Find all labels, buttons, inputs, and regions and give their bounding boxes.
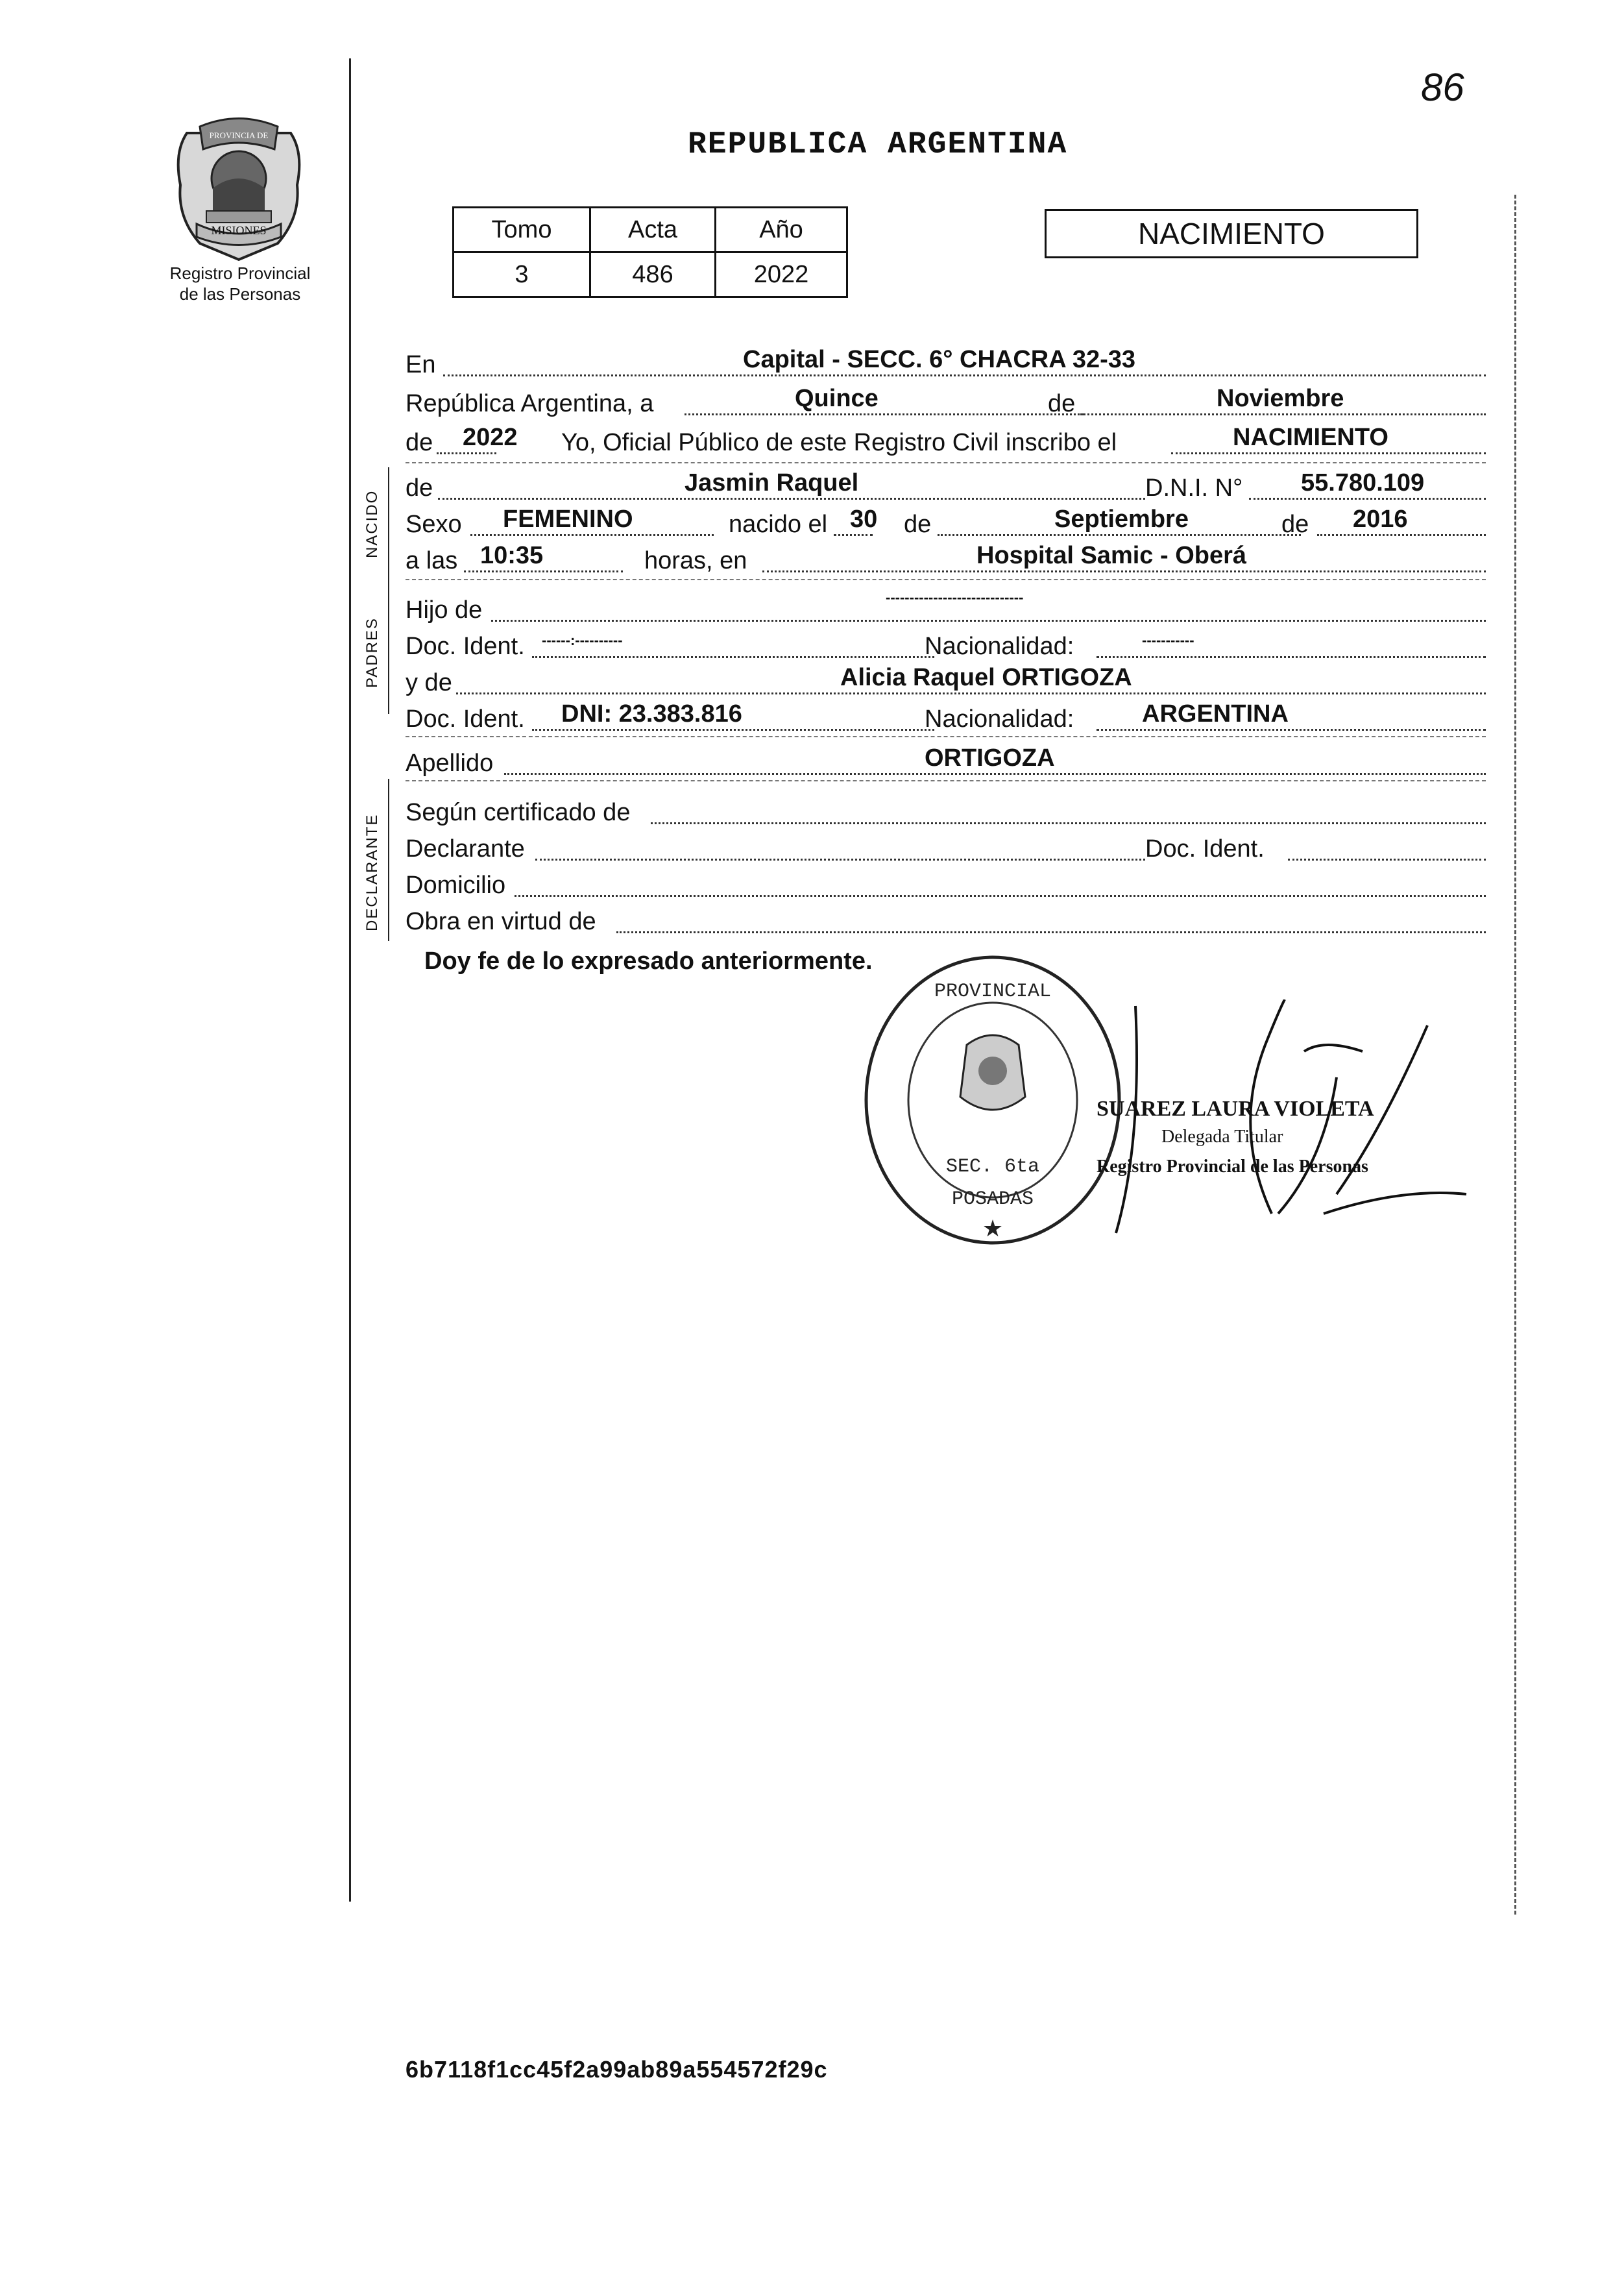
inscribo-text: Yo, Oficial Público de este Registro Civil inscribo el — [561, 429, 1117, 456]
de-label: de — [1048, 390, 1076, 417]
ref-value-ano: 2022 — [716, 252, 847, 297]
logo-caption — [136, 263, 344, 304]
father-nat-label: Nacionalidad: — [925, 633, 1074, 660]
father-doc: ------:---------- — [542, 632, 623, 648]
signer-org: Registro Provincial de las Personas — [1097, 1157, 1368, 1177]
row-mother-doc — [406, 700, 1486, 733]
document-title: REPUBLICA ARGENTINA — [688, 127, 1068, 162]
logo-caption-line-1: Registro Provincial — [169, 263, 311, 283]
divider-1 — [406, 462, 1486, 463]
a-las-label: a las — [406, 547, 458, 574]
row-mother-name — [406, 663, 1486, 697]
section-label-padres: PADRES — [363, 617, 381, 688]
birth-month-de-label: de — [904, 511, 932, 538]
mother-doc: DNI: 23.383.816 — [561, 700, 742, 728]
ref-header-ano: Año — [716, 208, 847, 252]
svg-text:MISIONES: MISIONES — [211, 224, 267, 237]
segun-label: Según certificado de — [406, 799, 631, 826]
name-de-label: de — [406, 474, 433, 502]
row-declarante — [406, 829, 1486, 863]
dni-value: 55.780.109 — [1301, 469, 1425, 496]
page-number: 86 — [1421, 66, 1464, 109]
dni-label: D.N.I. N° — [1145, 474, 1243, 502]
ref-header-tomo: Tomo — [454, 208, 590, 252]
mother-name: Alicia Raquel ORTIGOZA — [840, 664, 1132, 691]
mother-doc-label: Doc. Ident. — [406, 705, 525, 733]
document-hash: 6b7118f1cc45f2a99ab89a554572f29c — [406, 2056, 828, 2083]
birth-month: Septiembre — [1054, 506, 1189, 533]
hijo-label: Hijo de — [406, 596, 483, 624]
en-value: Capital - SECC. 6° CHACRA 32-33 — [743, 346, 1136, 373]
row-obra — [406, 902, 1486, 936]
decl-doc-label: Doc. Ident. — [1145, 835, 1265, 863]
birth-place: Hospital Samic - Oberá — [976, 542, 1247, 569]
reference-table-header — [454, 208, 847, 252]
en-label: En — [406, 351, 436, 378]
section-label-nacido: NACIDO — [363, 489, 381, 558]
section-label-declarante: DECLARANTE — [363, 813, 381, 931]
mother-nat-label: Nacionalidad: — [925, 705, 1074, 733]
father-nat: ----------- — [1142, 632, 1194, 648]
province-seal-icon — [161, 114, 317, 263]
birth-year: 2016 — [1353, 506, 1408, 533]
father-doc-label: Doc. Ident. — [406, 633, 525, 660]
republica-label: República Argentina, a — [406, 390, 654, 417]
reference-table-values — [454, 252, 847, 297]
birth-year-de-label: de — [1281, 511, 1309, 538]
row-segun — [406, 793, 1486, 827]
declarante-label: Declarante — [406, 835, 525, 863]
ref-value-acta: 486 — [590, 252, 716, 297]
svg-text:SEC. 6ta: SEC. 6ta — [945, 1156, 1040, 1178]
birth-time: 10:35 — [480, 542, 544, 569]
horas-label: horas, en — [644, 547, 747, 574]
svg-text:PROVINCIAL: PROVINCIAL — [934, 981, 1052, 1003]
section-bracket-padres — [388, 584, 389, 714]
mother-nat: ARGENTINA — [1142, 700, 1289, 728]
row-father-doc — [406, 627, 1486, 661]
divider-4 — [406, 780, 1486, 781]
svg-text:PROVINCIA DE: PROVINCIA DE — [209, 130, 269, 140]
row-sexo — [406, 505, 1486, 539]
year-value: 2022 — [463, 424, 518, 451]
signer-role: Delegada Titular — [1161, 1127, 1283, 1147]
row-en — [406, 345, 1486, 379]
y-de-label: y de — [406, 669, 452, 696]
reference-table — [452, 206, 848, 298]
name-value: Jasmin Raquel — [685, 469, 859, 496]
nacido-el-label: nacido el — [729, 511, 828, 538]
domicilio-label: Domicilio — [406, 872, 506, 899]
day-value: Quince — [795, 385, 879, 412]
closing-statement: Doy fe de lo expresado anteriormente. — [424, 948, 873, 975]
sexo-value: FEMENINO — [503, 506, 633, 533]
apellido-value: ORTIGOZA — [925, 744, 1055, 772]
svg-text:POSADAS: POSADAS — [951, 1188, 1034, 1210]
row-time — [406, 541, 1486, 575]
section-bracket-declarante — [388, 779, 389, 941]
row-date — [406, 384, 1486, 418]
document-type-box: NACIMIENTO — [1045, 209, 1418, 258]
hijo-value: ----------------------------- — [886, 589, 1024, 606]
de-year-label: de — [406, 429, 433, 456]
month-value: Noviembre — [1217, 385, 1344, 412]
left-margin-rule — [349, 58, 351, 1902]
row-name — [406, 469, 1486, 502]
divider-3 — [406, 736, 1486, 737]
row-apellido — [406, 744, 1486, 778]
sexo-label: Sexo — [406, 511, 462, 538]
section-bracket-nacido — [388, 467, 389, 584]
svg-text:★: ★ — [982, 1215, 1004, 1242]
row-hijo — [406, 591, 1486, 624]
birth-day: 30 — [850, 506, 878, 533]
signature-scribble — [1064, 999, 1473, 1246]
act-value: NACIMIENTO — [1233, 424, 1388, 451]
row-inscribo — [406, 423, 1486, 457]
row-domicilio — [406, 866, 1486, 900]
logo-caption-line-2: de las Personas — [179, 284, 301, 304]
ref-value-tomo: 3 — [454, 252, 590, 297]
divider-2 — [406, 579, 1486, 580]
signer-name: SUAREZ LAURA VIOLETA — [1097, 1097, 1374, 1121]
ref-header-acta: Acta — [590, 208, 716, 252]
apellido-label: Apellido — [406, 750, 494, 777]
obra-label: Obra en virtud de — [406, 908, 596, 935]
right-margin-rule — [1514, 195, 1516, 1915]
